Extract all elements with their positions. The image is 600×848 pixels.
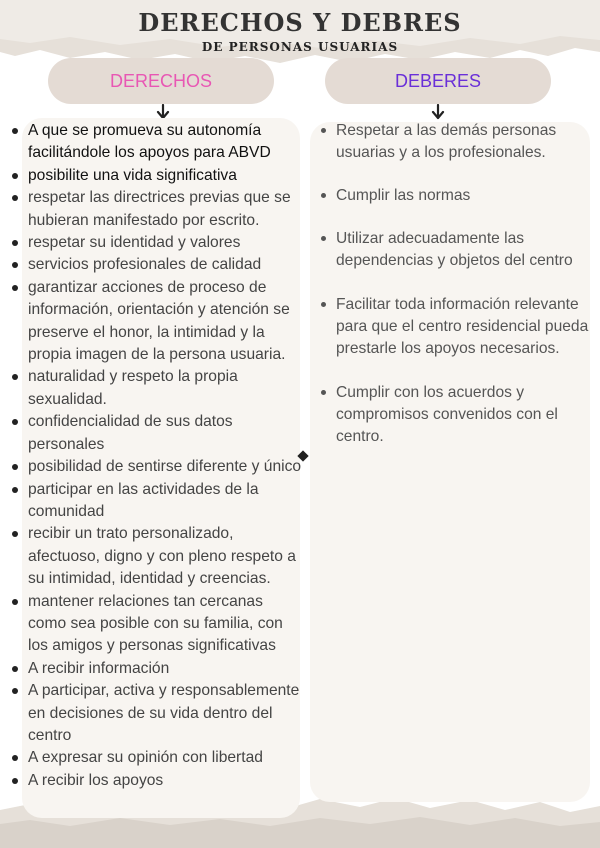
rights-list-item: A que se promueva su autonomía facilitándole los apoyos para ABVD	[8, 120, 304, 165]
rights-list-item: posibilite una vida significativa	[8, 165, 304, 187]
rights-header-label: DERECHOS	[109, 70, 212, 91]
page-title: DERECHOS Y DEBRES	[138, 8, 462, 37]
rights-list-item: recibir un trato personalizado, afectuoso, digno y con pleno respeto a su intimidad, identidad y creencias.	[8, 523, 304, 590]
rights-list-item: A participar, activa y responsablemente en decisiones de su vida dentro del centro	[8, 680, 304, 747]
duties-list-item: Facilitar toda información relevante para que el centro residencial pueda prestarle los apoyos necesarios.	[318, 294, 600, 360]
duties-list-item: Cumplir las normas	[318, 185, 600, 207]
arrow-down-icon	[431, 104, 445, 120]
page-subtitle: DE PERSONAS USUARIAS	[201, 40, 399, 54]
rights-list-item: participar en las actividades de la comunidad	[8, 479, 304, 524]
rights-list-item: A expresar su opinión con libertad	[8, 747, 304, 769]
duties-header	[325, 58, 551, 104]
rights-list-item: respetar su identidad y valores	[8, 232, 304, 254]
duties-list	[318, 120, 600, 448]
duties-list-item: Cumplir con los acuerdos y compromisos convenidos con el centro.	[318, 382, 600, 448]
rights-list-item: garantizar acciones de proceso de información, orientación y atención se preserve el honor, la intimidad y la propia imagen de la persona usuaria.	[8, 277, 304, 367]
duties-header-label: DEBERES	[394, 70, 482, 91]
duties-list-item: Utilizar adecuadamente las dependencias y objetos del centro	[318, 228, 600, 272]
rights-list-item: servicios profesionales de calidad	[8, 254, 304, 276]
rights-list-item: confidencialidad de sus datos personales	[8, 411, 304, 456]
rights-list-item: mantener relaciones tan cercanas como sea posible con su familia, con los amigos y personas significativas	[8, 591, 304, 658]
rights-list-item: A recibir los apoyos	[8, 770, 304, 792]
rights-list-item: posibilidad de sentirse diferente y único	[8, 456, 304, 478]
rights-list-item: respetar las directrices previas que se hubieran manifestado por escrito.	[8, 187, 304, 232]
rights-list-item: A recibir información	[8, 658, 304, 680]
rights-header	[48, 58, 274, 104]
rights-list	[8, 120, 304, 792]
rights-list-item: naturalidad y respeto la propia sexualidad.	[8, 366, 304, 411]
duties-list-item: Respetar a las demás personas usuarias y a los profesionales.	[318, 120, 600, 164]
